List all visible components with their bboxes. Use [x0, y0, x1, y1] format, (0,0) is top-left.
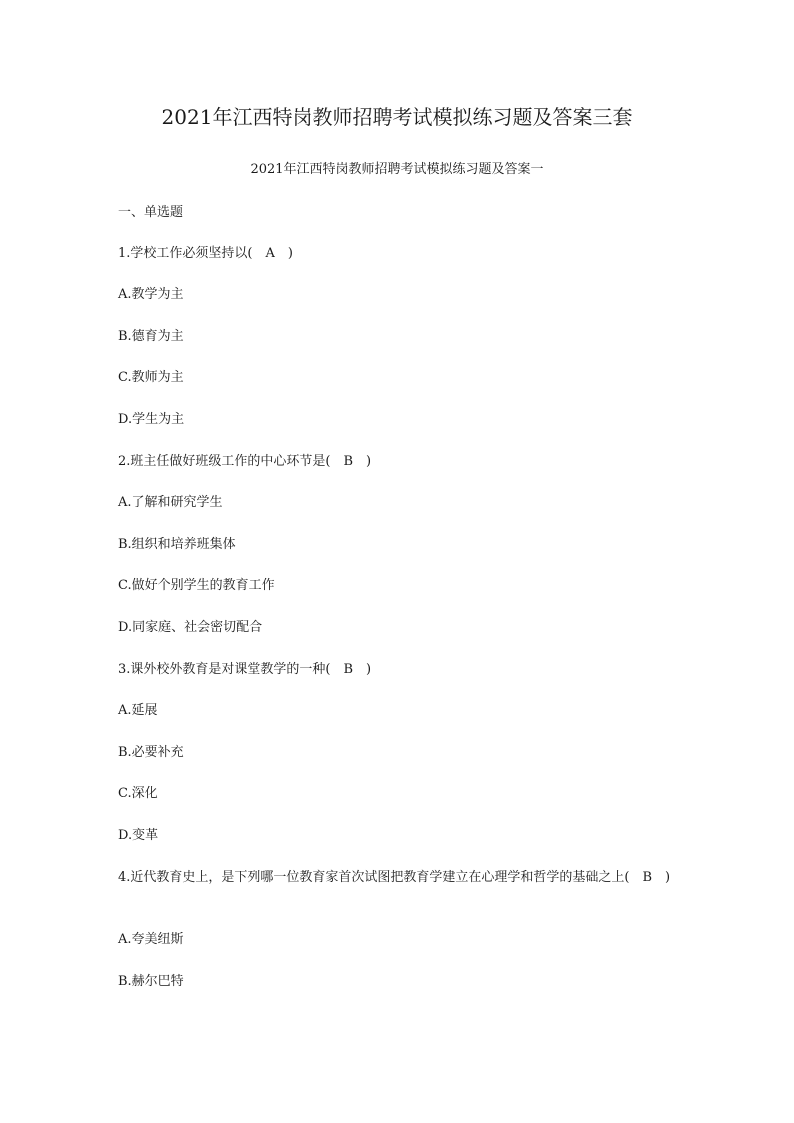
- question-stem: 4.近代教育史上，是下列哪一位教育家首次试图把教育学建立在心理学和哲学的基础之上( B ): [118, 870, 671, 885]
- question-option: A.了解和研究学生: [118, 495, 223, 510]
- question-option: A.教学为主: [118, 287, 184, 302]
- question-option: B.必要补充: [118, 745, 184, 760]
- question-option: B.组织和培养班集体: [118, 537, 236, 552]
- section-heading: 一、单选题: [118, 205, 184, 220]
- question-option: A.夸美纽斯: [118, 932, 184, 947]
- question-option: C.做好个别学生的教育工作: [118, 578, 275, 593]
- question-option: B.赫尔巴特: [118, 974, 184, 989]
- question-option: B.德育为主: [118, 329, 184, 344]
- document-subtitle: 2021年江西特岗教师招聘考试模拟练习题及答案一: [250, 162, 544, 177]
- question-option: D.变革: [118, 828, 159, 843]
- question-option: C.深化: [118, 786, 158, 801]
- document-title: 2021年江西特岗教师招聘考试模拟练习题及答案三套: [161, 105, 633, 129]
- question-option: D.同家庭、社会密切配合: [118, 620, 263, 635]
- question-option: C.教师为主: [118, 370, 184, 385]
- question-option: D.学生为主: [118, 412, 185, 427]
- question-stem: 2.班主任做好班级工作的中心环节是( B ): [118, 454, 372, 469]
- question-option: A.延展: [118, 703, 158, 718]
- question-stem: 1.学校工作必须坚持以( A ): [118, 246, 293, 261]
- question-stem: 3.课外校外教育是对课堂教学的一种( B ): [118, 662, 372, 677]
